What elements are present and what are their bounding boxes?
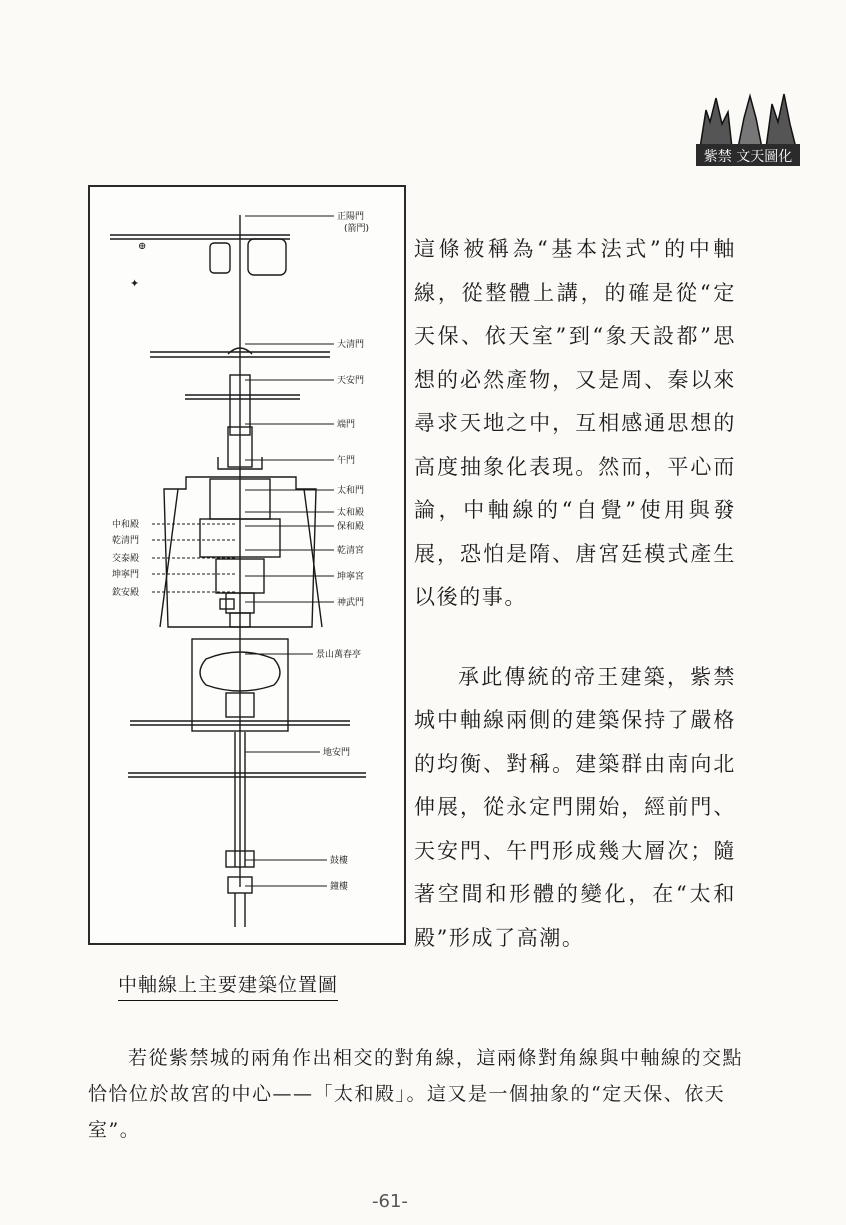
- left-label-2: 交泰殿: [112, 554, 140, 564]
- right-label-5: 午門: [337, 456, 356, 466]
- right-text: [414, 228, 736, 960]
- left-labels: [112, 518, 139, 598]
- right-label-12: 景山萬春亭: [316, 650, 362, 660]
- right-paragraph-1: 這條被稱為“基本法式”的中軸線，從整體上講，的確是從“定天保、依天室”到“象天設都”思想的必然產物，又是周、秦以來尋求天地之中，互相感通思想的高度抽象化表現。然而，平心而論，中軸線的“自覺”使用與發展，恐怕是隋、唐宮廷模式產生以後的事。: [414, 237, 736, 609]
- right-label-2: 大清門: [337, 340, 365, 350]
- right-label-10: 坤寧宮: [337, 572, 365, 582]
- figure-caption: 中軸線上主要建築位置圖: [118, 970, 338, 1001]
- left-label-1: 乾清門: [112, 536, 140, 546]
- axis-diagram: [88, 185, 406, 945]
- right-label-1: (箭門): [344, 224, 370, 234]
- bottom-paragraph: 若從紫禁城的兩角作出相交的對角線，這兩條對角線與中軸線的交點恰恰位於故宮的中心——「太和殿」。這又是一個抽象的“定天保、依天室”。: [88, 1047, 744, 1141]
- right-labels: [316, 211, 369, 892]
- page-number: -61-: [372, 1191, 408, 1212]
- left-label-0: 中和殿: [112, 520, 140, 530]
- right-label-15: 鐘樓: [330, 882, 349, 892]
- right-label-7: 太和殿: [337, 508, 365, 518]
- svg-text:紫禁 文天圖化: 紫禁 文天圖化: [703, 149, 793, 165]
- left-label-3: 坤寧門: [112, 570, 140, 580]
- left-label-4: 欽安殿: [112, 588, 140, 598]
- central-axis-map: [90, 187, 404, 943]
- right-label-4: 端門: [337, 420, 356, 430]
- right-label-0: 正陽門: [337, 212, 365, 222]
- book-logo: [692, 88, 804, 170]
- right-label-3: 天安門: [337, 376, 365, 386]
- svg-text:⊕: ⊕: [138, 241, 147, 252]
- bottom-text: [88, 1040, 758, 1148]
- right-label-9: 乾清宮: [337, 546, 365, 556]
- right-label-8: 保和殿: [337, 522, 365, 532]
- right-label-13: 地安門: [323, 748, 351, 758]
- right-label-11: 神武門: [337, 598, 365, 608]
- right-paragraph-2: 承此傳統的帝王建築，紫禁城中軸線兩側的建築保持了嚴格的均衡、對稱。建築群由南向北伸展，從永定門開始，經前門、天安門、午門形成幾大層次；隨著空間和形體的變化，在“太和殿”形成了高潮。: [414, 664, 736, 950]
- svg-text:✦: ✦: [130, 277, 140, 290]
- right-label-14: 鼓樓: [330, 856, 349, 866]
- right-label-6: 太和門: [337, 486, 365, 496]
